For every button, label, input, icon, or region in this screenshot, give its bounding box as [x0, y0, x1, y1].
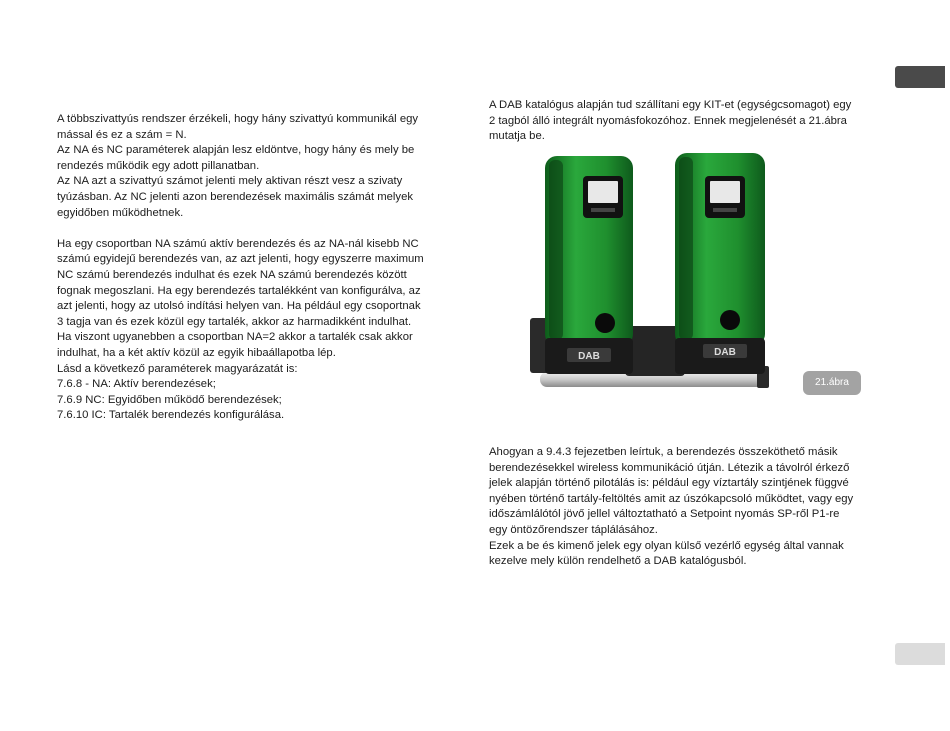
- left-paragraph-1: [57, 112, 462, 221]
- text-line: rendezés működik egy adott pillanatban.: [57, 159, 260, 172]
- parameter-ref-na: 7.6.8 - NA: Aktív berendezések;: [57, 378, 216, 391]
- text-line: egy öntözőrendszer táplálásához.: [489, 523, 658, 536]
- text-line: azt jelenti, hogy az utolsó indítási helyen van. Ha például egy csoportnak: [57, 300, 421, 313]
- text-line: számú egyidejű berendezés van, az azt jelenti, hogy egyszerre maximum: [57, 253, 424, 266]
- page-tab-marker: [895, 66, 945, 88]
- text-line: kezelve mely külön rendelhető a DAB katalógusból.: [489, 555, 747, 568]
- text-line: fognak megoszlani. Ha egy berendezés tartalékként van konfigurálva, az: [57, 284, 421, 297]
- text-line: egyidőben működhetnek.: [57, 206, 184, 219]
- text-line: Ahogyan a 9.4.3 fejezetben leírtuk, a berendezés összeköthető másik: [489, 446, 838, 458]
- text-line: 3 tagja van és ezek közül egy tartalék, akkor az harmadikként indulhat.: [57, 315, 412, 328]
- right-paragraph-1: [489, 98, 895, 145]
- text-line: berendezésekkel wireless kommunikáció útján. Létezik a távolról érkező: [489, 461, 850, 474]
- right-column-top: [489, 98, 895, 145]
- text-line: indulhat, ha a két aktív közül az egyik hibaállapotba lép.: [57, 346, 336, 359]
- text-line: időszámlálótól jövő jellel változtatható a Setpoint nyomás SP-ről P1-re: [489, 508, 840, 521]
- text-line: Lásd a következő paraméterek magyarázatát is:: [57, 362, 298, 375]
- pump-kit-figure: [525, 148, 870, 403]
- text-line: Ezek a be és kimenő jelek egy olyan külső vezérlő egység által vannak: [489, 539, 844, 552]
- text-line: Ha egy csoportban NA számú aktív berendezés és az NA-nál kisebb NC: [57, 237, 419, 250]
- right-paragraph-2: [489, 445, 895, 570]
- text-line: jelek alapján történő pilotálás is: például egy víztartály szintjének függvé: [489, 477, 849, 490]
- text-line: NC számú berendezés indulhat és ezek NA számú berendezés között: [57, 268, 407, 281]
- text-line: A többszivattyús rendszer érzékeli, hogy hány szivattyú kommunikál egy: [57, 113, 419, 125]
- text-line: mással és ez a szám = N.: [57, 128, 187, 141]
- text-line: A DAB katalógus alapján tud szállítani egy KIT-et (egységcsomagot) egy: [489, 99, 852, 111]
- text-line: mutatja be.: [489, 130, 545, 143]
- left-paragraph-2: [57, 237, 462, 424]
- text-line: 2 tagból álló integrált nyomásfokozóhoz. Ennek megjelenését a 21.ábra: [489, 114, 847, 127]
- text-line: Az NA azt a szivattyú számot jelenti mely aktivan részt vesz a szivaty: [57, 175, 403, 188]
- left-column: [57, 112, 462, 424]
- page-number-tab: [895, 643, 945, 665]
- parameter-ref-ic: 7.6.10 IC: Tartalék berendezés konfigurálása.: [57, 409, 285, 422]
- dab-logo-right: DAB: [714, 347, 736, 358]
- right-column-bottom: [489, 445, 895, 570]
- parameter-ref-nc: 7.6.9 NC: Egyidőben működő berendezések;: [57, 393, 282, 406]
- dab-logo-left: DAB: [578, 351, 600, 362]
- text-line: nyében történő tartály-feltöltés amit az úszókapcsoló működtet, vagy egy: [489, 492, 854, 505]
- text-line: Ha viszont ugyanebben a csoportban NA=2 akkor a tartalék csak akkor: [57, 331, 413, 344]
- figure-caption: 21.ábra: [803, 371, 861, 395]
- pump-left: [545, 156, 633, 374]
- pump-right: [675, 153, 765, 374]
- text-line: tyúzásban. Az NC jelenti azon berendezések maximális számát melyek: [57, 190, 414, 203]
- text-line: Az NA és NC paraméterek alapján lesz eldöntve, hogy hány és mely be: [57, 144, 415, 157]
